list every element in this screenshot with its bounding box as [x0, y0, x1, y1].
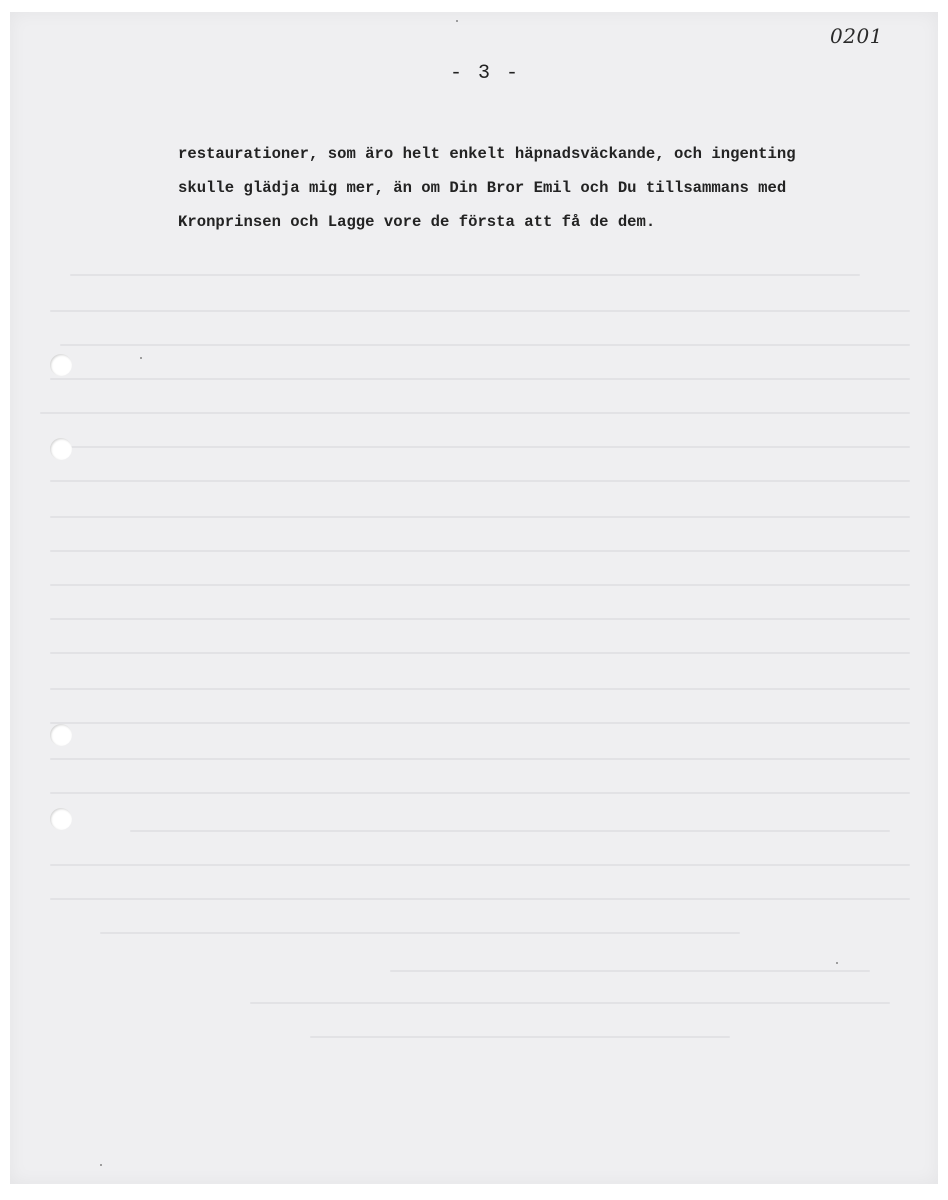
archive-number-handwritten: 0201: [830, 24, 883, 48]
paper-speck: [140, 357, 142, 359]
punch-hole-2: [50, 438, 72, 460]
paper-sheet: [10, 12, 938, 1184]
paper-speck: [836, 962, 838, 964]
text-line-1: restaurationer, som äro helt enkelt häpnadsväckande, och ingenting: [178, 145, 796, 163]
punch-hole-4: [50, 808, 72, 830]
paper-speck: [456, 20, 458, 22]
typed-body-text: [178, 137, 898, 239]
punch-hole-3: [50, 724, 72, 746]
paper-speck: [100, 1164, 102, 1166]
punch-hole-1: [50, 354, 72, 376]
text-line-2: skulle glädja mig mer, än om Din Bror Emil och Du tillsammans med: [178, 179, 787, 197]
page-number: - 3 -: [450, 62, 521, 85]
text-line-3: Kronprinsen och Lagge vore de första att få de dem.: [178, 213, 656, 231]
